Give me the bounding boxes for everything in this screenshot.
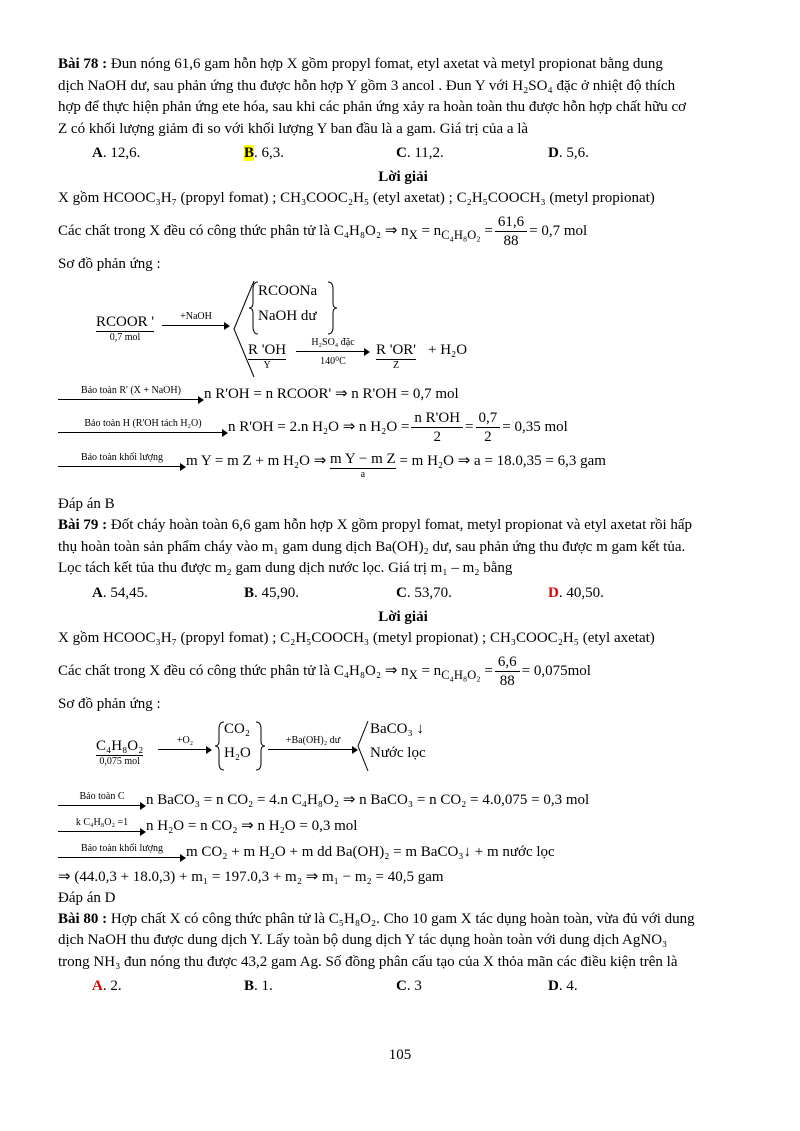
sol-sub: C₄H₈O₂ [441,667,481,682]
option-a-value: . 12,6. [102,145,141,161]
fraction-denominator: 2 [433,429,441,445]
problem-80-label: Bài 80 : [58,910,108,927]
product-label: Z [392,360,400,371]
conservation-78-1 [58,383,748,405]
equation: n R'OH = 2.n H₂O ⇒ n H₂O = [228,418,410,435]
reactant-amount: 0,075 mol [99,755,140,767]
option-c [396,975,548,997]
equation: n H₂O = n CO₂ ⇒ n H₂O = 0,3 mol [146,817,358,834]
sol-text: = 0,7 mol [529,222,588,239]
answer-79: Đáp án D [58,889,116,906]
conservation-79-4: ⇒ (44.0,3 + 18.0,3) + m₁ = 197.0,3 + m₂ ⇒ m₁ − m₂ = 40,5 gam [58,868,444,885]
option-a-letter: A [92,584,103,601]
fraction-denominator: 2 [484,429,492,445]
product-filtrate: Nước lọc [370,744,426,761]
arrow-conservation [58,452,186,471]
option-b [244,582,396,604]
fraction [411,409,463,446]
fraction-numerator: 61,6 [495,213,527,232]
arrow-conservation [58,791,146,810]
arrow-label: Bảo toàn H (R'OH tách H₂O) [84,418,202,429]
option-b [244,142,396,164]
sol-sub: X [408,667,418,682]
fraction-numerator: 0,7 [476,409,501,428]
problem-79-options [58,582,748,604]
underbrace-term: m Y − m Z [330,451,396,467]
fraction [476,409,501,446]
problem-79-text-1: Đốt cháy hoàn toàn 6,6 gam hỗn hợp X gồm propyl fomat, metyl propionat và etyl axetat rồi hấp [107,517,693,533]
problem-79-text-2: thụ hoàn toàn sản phẩm cháy vào m₁ gam dung dịch Ba(OH)₂ dư, sau phản ứng thu được m gam kết tủa. [58,538,686,555]
problem-78-options [58,142,748,164]
equation: n R'OH = n RCOOR' ⇒ n R'OH = 0,7 mol [204,386,459,402]
problem-79-label: Bài 79 : [58,517,108,533]
reactant-amount: 0,7 mol [109,332,141,343]
conservation-78-2 [58,409,748,446]
reactant-rcoor [96,313,154,344]
option-d-letter: D [548,978,559,994]
option-d-letter: D [548,145,559,161]
option-c-letter: C [396,978,407,994]
problem-78 [58,54,748,140]
sol-text: Các chất trong X đều có công thức phân tử là C₄H₈O₂ ⇒ n [58,662,409,679]
option-b-letter: B [244,584,255,601]
sol-text: Các chất trong X đều có công thức phân tử là C₄H₈O₂ ⇒ n [58,222,409,239]
arrow-icon [58,396,204,404]
arrow-label: +NaOH [180,311,212,322]
solution-79-line-1: X gồm HCOOC₃H₇ (propyl fomat) ; C₂H₅COOCH₃ (metyl propionat) ; CH₃COOC₂H₅ (etyl axetat) [58,629,655,646]
problem-79 [58,515,748,580]
reactant-formula: RCOOR ' [96,314,155,330]
arrow-baoh2 [268,735,358,754]
arrow-label: Bảo toàn khối lượng [80,842,164,854]
reaction-scheme-79 [58,719,748,785]
fraction [495,653,520,690]
option-b [244,975,396,997]
sol-text: = 0,075mol [521,662,591,679]
option-d-value: . 40,50. [558,584,604,601]
fraction-denominator: 88 [503,233,519,249]
problem-78-label: Bài 78 : [58,56,108,72]
problem-80-text-3: trong NH₃ đun nóng thu được 43,2 gam Ag. Số đồng phân cấu tạo của X thỏa mãn các điều kiện trên là [58,953,678,970]
arrow-icon [58,854,186,862]
sol-text: = n [417,222,442,239]
answer-78: Đáp án B [58,496,115,512]
option-d [548,142,698,164]
sol-sub: X [408,227,418,242]
reactant-formula: C₄H₈O₂ [96,737,144,754]
sol-text: = [480,222,493,239]
option-c-value: . 11,2. [406,145,444,161]
fraction-denominator: 88 [499,672,515,689]
arrow-naoh [162,311,230,330]
sol-sub: C₄H₈O₂ [441,227,481,242]
solution-78-line-2 [58,213,748,250]
problem-80-text-2: dịch NaOH thu được dung dịch Y. Lấy toàn bộ dung dịch Y tác dụng hoàn toàn với dung dịch AgNO₃ [58,932,668,948]
option-b-value: . 45,90. [254,584,300,601]
problem-78-text-3: hợp để thực hiện phản ứng ete hóa, sau khi các phản ứng xảy ra hoàn toàn thu được hỗn hợp chất hữu cơ [58,99,687,115]
problem-80-text-1: Hợp chất X có công thức phân tử là C₅H₈O₂. Cho 10 gam X tác dụng hoàn toàn, vừa đủ với dung [107,910,695,927]
conservation-78-3 [58,450,748,490]
fraction-numerator: n R'OH [411,409,463,428]
arrow-icon [58,828,146,836]
right-brace-icon [326,281,338,335]
product-water: + H₂O [428,342,468,358]
arrow-conservation [58,817,146,836]
solution-78-line-1: X gồm HCOOC₃H₇ (propyl fomat) ; CH₃COOC₂H₅ (etyl axetat) ; C₂H₅COOCH₃ (metyl propionat) [58,190,655,206]
arrow-conservation [58,843,186,862]
arrow-label: k C₄H₈O₂ =1 [75,816,129,828]
page-number: 105 [388,1047,412,1063]
product-roh [248,341,286,372]
arrow-conservation [58,385,204,404]
option-a-value: . 54,45. [102,584,148,601]
problem-79-text-3: Lọc tách kết tủa thu được m₂ gam dung dịch nước lọc. Giá trị m₁ – m₂ bằng [58,560,513,576]
problem-80 [58,909,748,974]
option-c-letter: C [396,145,407,161]
arrow-label: Bảo toàn R' (X + NaOH) [81,385,181,397]
option-c-value: . 53,70. [406,584,452,601]
reactant-c4h8o2 [96,737,143,768]
option-d [548,975,698,997]
underbrace-a [330,450,396,481]
product-formula: R 'OH [248,342,287,358]
conservation-79-1 [58,789,748,811]
arrow-icon [162,322,230,330]
fraction-numerator: 6,6 [495,653,520,672]
equation: m Y = m Z + m H₂O ⇒ [186,453,327,469]
product-co2: CO₂ [224,720,251,737]
document-page [58,54,748,999]
arrow-label: H₂SO₄ đặc [311,337,355,348]
option-d-value: . 4. [558,978,578,994]
product-baco3: BaCO₃ ↓ [370,720,424,737]
product-ror [376,341,416,372]
option-a-letter-red: A [92,978,103,994]
problem-78-text-4: Z có khối lượng giảm đi so với khối lượng Y ban đầu là a gam. Giá trị của a là [58,120,529,137]
bracket-icon [356,719,370,773]
arrow-icon [158,746,212,754]
equation: = 0,35 mol [502,418,568,435]
option-d-value: . 5,6. [558,145,589,161]
option-c-letter: C [396,584,407,601]
arrow-icon [296,348,370,356]
option-b-letter-highlighted: B [244,145,255,161]
option-a [92,582,244,604]
reaction-scheme-78 [58,279,748,379]
equation: n BaCO₃ = n CO₂ = 4.n C₄H₈O₂ ⇒ n BaCO₃ = n CO₂ = 4.0,075 = 0,3 mol [146,791,590,808]
option-c [396,582,548,604]
product-naoh-excess: NaOH dư [258,308,317,324]
arrow-icon [268,746,358,754]
option-a [92,975,244,997]
option-b-letter: B [244,978,255,994]
underbrace-label: a [360,469,366,480]
scheme-title-79: Sơ đồ phản ứng : [58,695,161,712]
right-brace-icon [254,721,266,771]
equation: = [465,418,474,435]
solution-title-79: Lời giải [378,608,428,625]
arrow-label-bottom: 140⁰C [320,356,346,367]
arrow-icon [58,463,186,471]
arrow-conservation [58,418,228,437]
arrow-o2 [158,735,212,754]
conservation-79-3 [58,841,748,863]
option-b-value: . 1. [254,978,273,994]
solution-title-78: Lời giải [378,169,428,185]
solution-79-line-2 [58,653,748,690]
arrow-label: +Ba(OH)₂ dư [285,734,341,746]
option-c [396,142,548,164]
product-formula: R 'OR' [376,342,416,358]
option-a [92,142,244,164]
problem-78-text-2: dịch NaOH dư, sau phản ứng thu được hỗn hợp Y gồm 3 ancol . Đun Y với H₂SO₄ đặc ở nhiệt độ thích [58,77,676,94]
problem-80-options [58,975,748,997]
option-c-value: . 3 [406,978,422,994]
fraction [495,213,527,250]
option-a-letter: A [92,145,103,161]
option-a-value: . 2. [102,978,122,994]
sol-text: = n [417,662,442,679]
arrow-icon [58,429,228,437]
equation: m CO₂ + m H₂O + m dd Ba(OH)₂ = m BaCO₃↓ + m nước lọc [186,843,555,860]
problem-78-text-1: Đun nóng 61,6 gam hỗn hợp X gồm propyl fomat, etyl axetat và metyl propionat bằng dung [107,56,663,72]
scheme-title-78: Sơ đồ phản ứng : [58,256,161,272]
product-rcoona: RCOONa [258,283,318,299]
product-h2o: H₂O [224,744,251,761]
option-b-value: . 6,3. [254,145,285,161]
product-label: Y [263,360,271,371]
arrow-label: Bảo toàn khối lượng [80,452,164,464]
conservation-79-2 [58,815,748,837]
arrow-h2so4 [296,337,370,367]
arrow-label: +O₂ [176,734,194,746]
equation: = m H₂O ⇒ a = 18.0,35 = 6,3 gam [399,453,606,469]
arrow-label: Bảo toàn C [79,790,125,802]
sol-text: = [480,662,493,679]
option-d [548,582,698,604]
arrow-icon [58,802,146,810]
option-d-letter-red: D [548,584,559,601]
